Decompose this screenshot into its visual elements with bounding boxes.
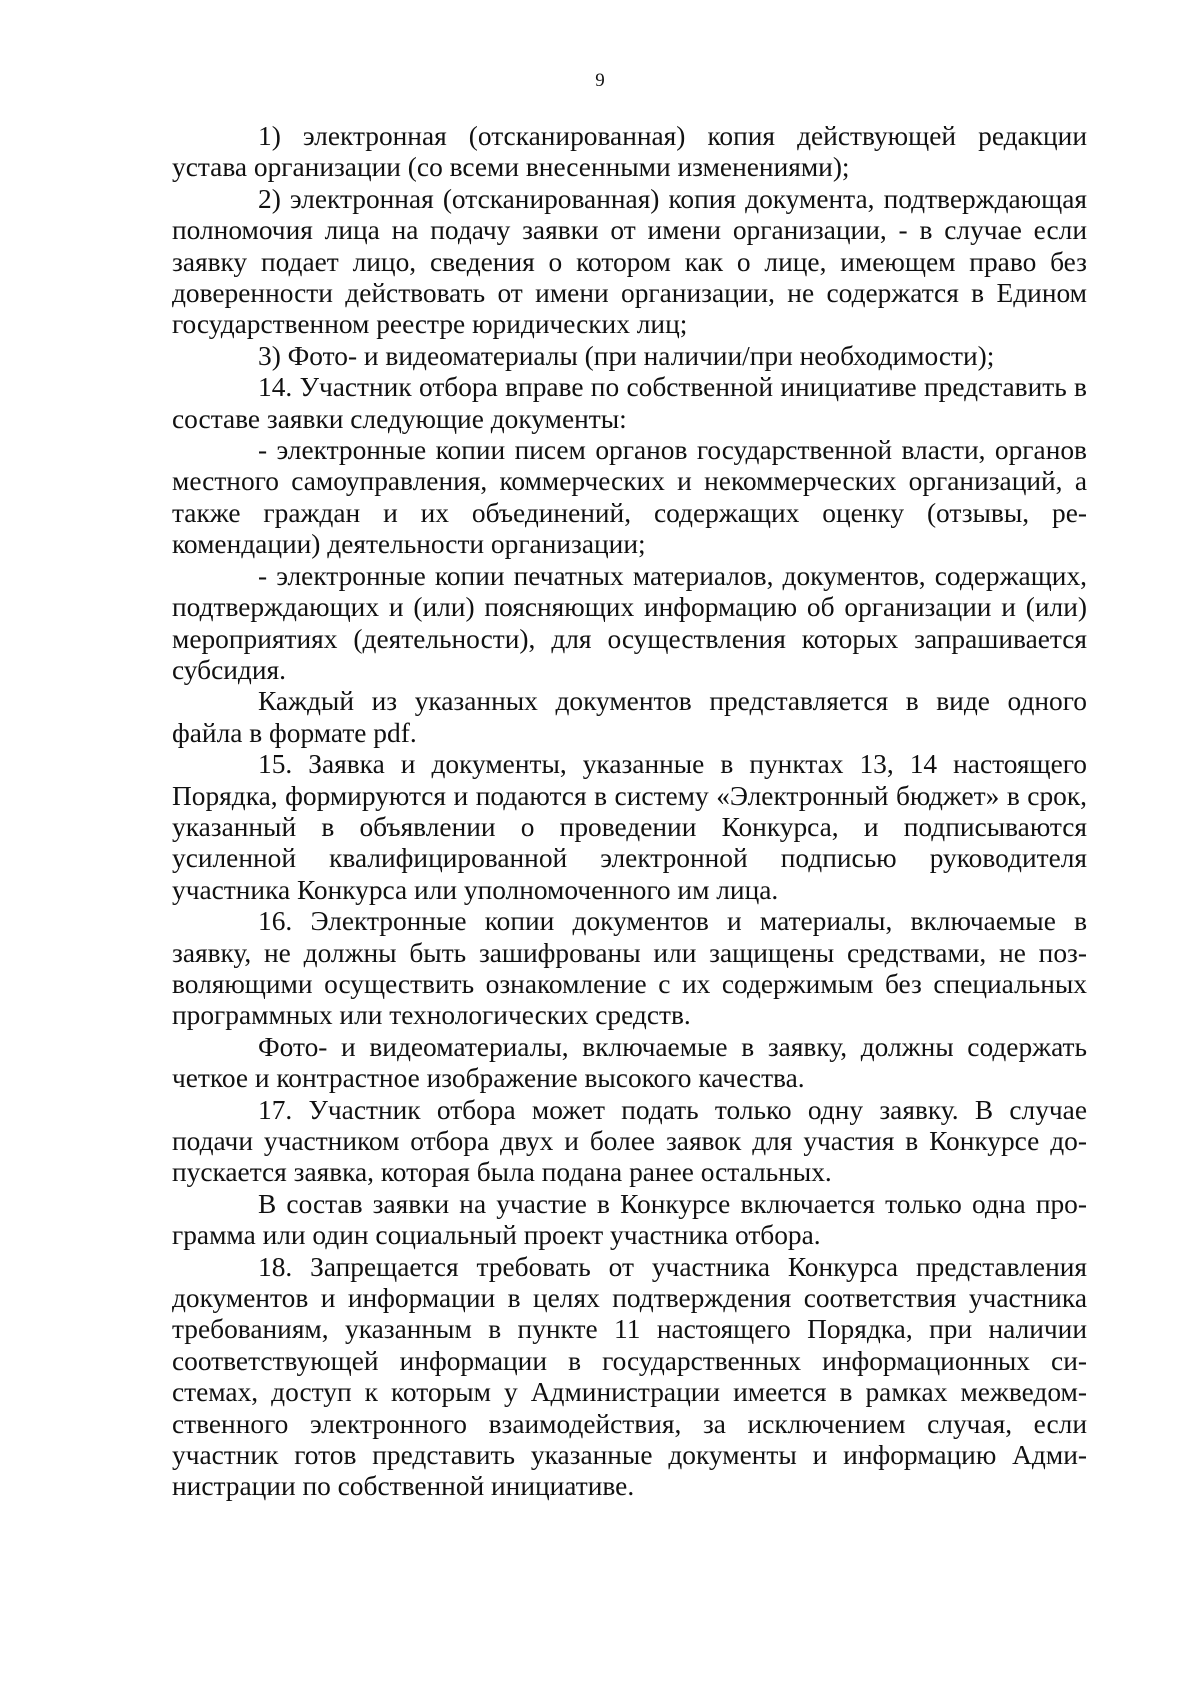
paragraph-clause-18: 18. Запрещается требовать от участника Конкурса представления документов и информации в целях подтверждения соответствия участника требованиям, указанным в пункте 11 настоящего Порядка, при наличии соответствующей информации в государственных информационных системах, доступ к которым у Администрации имеется в рамках межведомственного электронного взаимодействия, за исключением случая, если участник готов представить указанные документы и информацию Администрации по собственной инициативе.: [172, 1251, 1087, 1502]
paragraph-pdf-format: Каждый из указанных документов представляется в виде одного файла в формате pdf.: [172, 686, 1087, 748]
paragraph-photo-quality: Фото- и видеоматериалы, включаемые в заявку, должны содержать четкое и контрастное изображение высокого качества.: [172, 1031, 1087, 1094]
page-number: 9: [595, 70, 605, 91]
paragraph-printed-materials: - электронные копии печатных материалов, документов, содержащих, подтверждающих и (или) поясняющих информацию об организации и (или) мероприятиях (деятельности), для осуществления которых запрашивается субсидия.: [172, 560, 1087, 685]
paragraph-clause-17: 17. Участник отбора может подать только одну заявку. В случае подачи участником отбора двух и более заявок для участия в Конкурсе допускается заявка, которая была подана ранее остальных.: [172, 1094, 1087, 1188]
paragraph-clause-16: 16. Электронные копии документов и материалы, включаемые в заявку, не должны быть зашифрованы или защищены средствами, не позволяющими осуществить ознакомление с их содержимым без специальных программных или технологических средств.: [172, 906, 1087, 1031]
document-body: [172, 121, 1087, 1503]
paragraph-item-3-photo-video: 3) Фото- и видеоматериалы (при наличии/при необходимости);: [258, 340, 995, 371]
paragraph-one-program: В состав заявки на участие в Конкурсе включается только одна программа или один социальный проект участника отбора.: [172, 1188, 1087, 1251]
paragraph-item-1-charter-copy: 1) электронная (отсканированная) копия действующей редакции устава организации (со всеми внесенными изменениями);: [172, 121, 1087, 183]
paragraph-clause-14: 14. Участник отбора вправе по собственной инициативе представить в составе заявки следующие документы:: [172, 372, 1087, 434]
paragraph-clause-15: 15. Заявка и документы, указанные в пунктах 13, 14 настоящего Порядка, формируются и подаются в систему «Электронный бюджет» в срок, указанный в объявлении о проведении Конкурса, и подписываются усиленной квалифицированной электронной подписью руководителя участника Конкурса или уполномоченного им лица.: [172, 749, 1087, 905]
paragraph-item-2-authority-document: 2) электронная (отсканированная) копия документа, подтверждающая полномочия лица на подачу заявки от имени организации, - в случае если заявку подает лицо, сведения о котором как о лице, имеющем право без доверенности действовать от имени организации, не содержатся в Едином государственном реестре юридических лиц;: [172, 183, 1087, 340]
paragraph-letters-copies: - электронные копии писем органов государственной власти, органов местного самоуправления, коммерческих и некоммерческих организаций, а также граждан и их объединений, содержащих оценку (отзывы, рекомендации) деятельности организации;: [172, 435, 1087, 560]
